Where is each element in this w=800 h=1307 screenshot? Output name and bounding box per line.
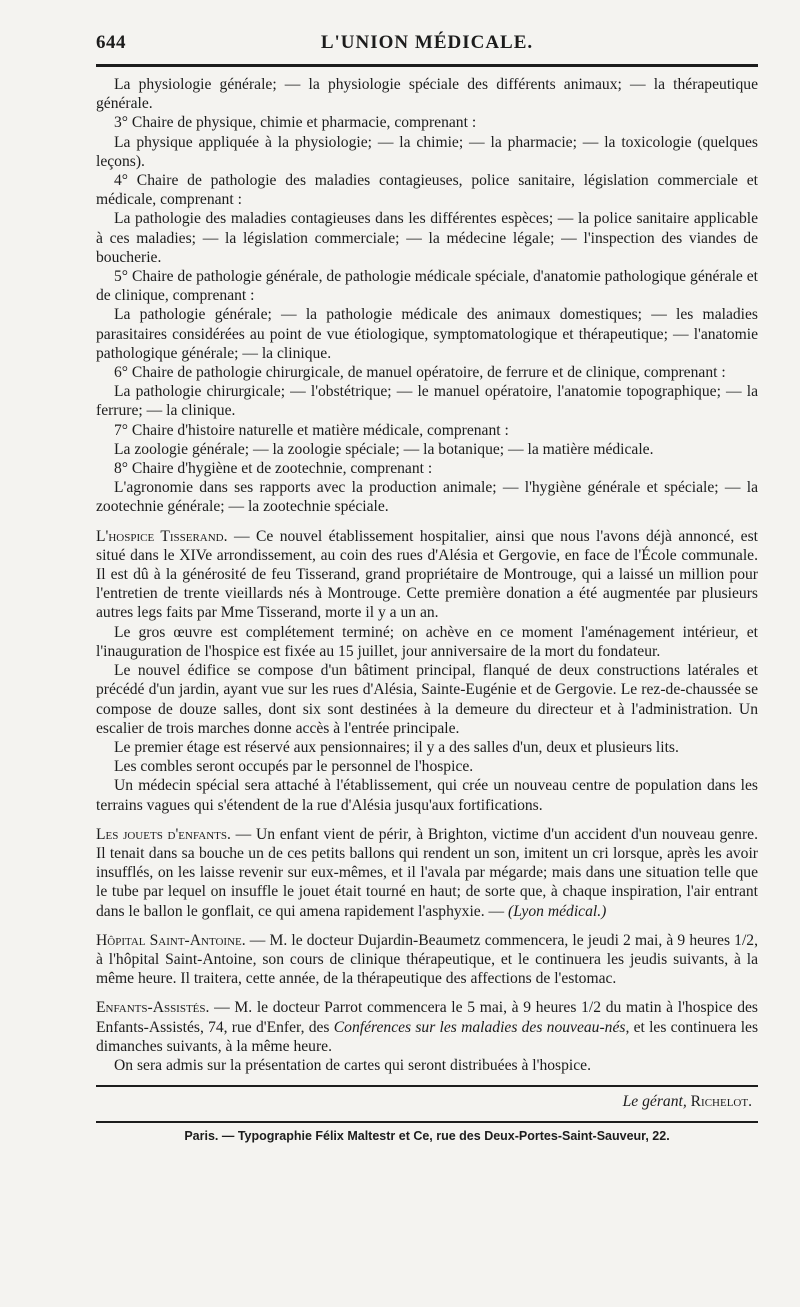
jouets-section — [96, 825, 758, 921]
enfants-assistes-course-title: Conférences sur les maladies des nouveau-nés, — [333, 1018, 630, 1036]
tisserand-paragraph-4: Le premier étage est réservé aux pensionnaires; il y a des salles d'un, deux et plusieurs lits. — [114, 738, 679, 756]
program-line-1: La physiologie générale; — la physiologie spéciale des différents animaux; — la thérapeutique générale. — [96, 76, 758, 113]
chair-7-title: 7° Chaire d'histoire naturelle et matière médicale, comprenant : — [114, 421, 509, 439]
journal-title: L'UNION MÉDICALE. — [320, 32, 534, 53]
enfants-assistes-text-2: et les continuera les dimanches suivants, à la même heure. — [96, 1018, 759, 1055]
enfants-assistes-section — [96, 998, 758, 1075]
tisserand-paragraph-1 — [96, 527, 758, 623]
page-number: 644 — [96, 32, 126, 53]
enfants-assistes-heading: Enfants-Assistés. — [96, 999, 210, 1017]
header-rule — [96, 64, 758, 67]
signature-label: Le gérant, — [622, 1093, 687, 1111]
chair-5-title: 5° Chaire de pathologie générale, de pathologie médicale spéciale, d'anatomie pathologique générale et de clinique, comprenant : — [96, 268, 758, 305]
saint-antoine-paragraph — [96, 931, 758, 989]
printer-imprint: Paris. — Typographie Félix Maltestr et Ce, rue des Deux-Portes-Saint-Sauveur, 22. — [96, 1121, 758, 1143]
article-body — [96, 75, 758, 1075]
hospice-tisserand-section — [96, 527, 758, 815]
jouets-heading: Les jouets d'enfants. — [96, 825, 231, 843]
signature-name: Richelot. — [690, 1093, 752, 1111]
saint-antoine-section — [96, 931, 758, 989]
tisserand-paragraph-6: Un médecin spécial sera attaché à l'établissement, qui crée un nouveau centre de population dans les terrains vagues qui s'étendent de la rue d'Alésia jusqu'aux fortifications. — [96, 777, 758, 814]
tisserand-paragraph-2: Le gros œuvre est complétement terminé; on achève en ce moment l'aménagement intérieur, et l'inauguration de l'hospice est fixée au 15 juillet, jour anniversaire de la mort du fondateur. — [96, 623, 758, 660]
chair-6-body: La pathologie chirurgicale; — l'obstétrique; — le manuel opératoire, l'anatomie topographique; — la ferrure; — la clinique. — [96, 383, 758, 420]
chair-4-title: 4° Chaire de pathologie des maladies contagieuses, police sanitaire, législation commerciale et médicale, comprenant : — [96, 172, 758, 209]
chair-5-body: La pathologie générale; — la pathologie médicale des animaux domestiques; — les maladies parasitaires considérées au point de vue étiologique, symptomatologique et thérapeutique; — l'anatomie pathologique générale; — la clinique. — [96, 306, 758, 362]
enfants-assistes-paragraph — [96, 998, 758, 1056]
tisserand-paragraph-5: Les combles seront occupés par le personnel de l'hospice. — [114, 758, 474, 776]
enfants-assistes-text-1: — M. le docteur Parrot commencera le 5 mai, à 9 heures 1/2 du matin à l'hospice des Enfants-Assistés, 74, rue d'Enfer, des — [96, 999, 758, 1036]
tisserand-paragraph-3: Le nouvel édifice se compose d'un bâtiment principal, flanqué de deux constructions latérales et précédé d'un jardin, ayant vue sur les rues d'Alésia, Sainte-Eugénie et de Gergovie. Le rez-de-chaussée se compose de douze salles, dont six sont destinées à la demeure du directeur et à l'administration. Un escalier de trois marches donne accès à l'entrée principale. — [96, 662, 758, 737]
chair-7-body: La zoologie générale; — la zoologie spéciale; — la botanique; — la matière médicale. — [114, 440, 654, 458]
tisserand-heading: L'hospice Tisserand. — [96, 527, 228, 545]
page-header — [96, 30, 758, 58]
saint-antoine-heading: Hôpital Saint-Antoine. — [96, 931, 246, 949]
signature — [96, 1093, 758, 1111]
chair-8-body: L'agronomie dans ses rapports avec la production animale; — l'hygiène générale et spéciale; — la zootechnie générale; — la zootechnie spéciale. — [96, 479, 758, 516]
chair-4-body: La pathologie des maladies contagieuses dans les différentes espèces; — la police sanitaire applicable à ces maladies; — la législation commerciale; — la médecine légale; — l'inspection des viandes de boucherie. — [96, 210, 758, 266]
jouets-source: (Lyon médical.) — [508, 902, 607, 920]
tisserand-text-1: — Ce nouvel établissement hospitalier, ainsi que nous l'avons déjà annoncé, est situé dans le XIVe arrondissement, au coin des rues d'Alésia et Gergovie, en face de l'École communale. Il est dû à la générosité de feu Tisserand, grand propriétaire de Montrouge, qui a laissé un million pour l'entretien de trente vieillards nés à Montrouge. Cette première donation a été augmentée par plusieurs autres legs faits par Mme Tisserand, morte il y a un an. — [96, 527, 758, 622]
veterinary-program-section — [96, 75, 758, 517]
chair-8-title: 8° Chaire d'hygiène et de zootechnie, comprenant : — [114, 460, 433, 478]
enfants-assistes-paragraph-2: On sera admis sur la présentation de cartes qui seront distribuées à l'hospice. — [114, 1056, 591, 1074]
jouets-text: — Un enfant vient de périr, à Brighton, victime d'un accident d'un nouveau genre. Il tenait dans sa bouche un de ces petits ballons qui rendent un son, imitent un cri lorsque, après les avoir insufflés, on les laisse revenir sur eux-mêmes, et il l'avala par mégarde; mais dans une situation telle que le tube par lequel on insuffle le jouet était tourné en haut; de sorte que, à chaque inspiration, l'air entrant dans le ballon le gonflait, ce qui amena rapidement l'asphyxie. — — [96, 825, 758, 920]
saint-antoine-text: — M. le docteur Dujardin-Beaumetz commencera, le jeudi 2 mai, à 9 heures 1/2, à l'hôpital Saint-Antoine, son cours de clinique thérapeutique, et le continuera les jeudis suivants, à la même heure. Il traitera, cette année, de la thérapeutique des affections de l'estomac. — [96, 931, 758, 988]
chair-3-title: 3° Chaire de physique, chimie et pharmacie, comprenant : — [114, 114, 477, 132]
closing-rule — [96, 1085, 758, 1087]
jouets-paragraph — [96, 825, 758, 921]
chair-6-title: 6° Chaire de pathologie chirurgicale, de manuel opératoire, de ferrure et de clinique, comprenant : — [114, 364, 726, 382]
chair-3-body: La physique appliquée à la physiologie; — la chimie; — la pharmacie; — la toxicologie (quelques leçons). — [96, 133, 758, 170]
